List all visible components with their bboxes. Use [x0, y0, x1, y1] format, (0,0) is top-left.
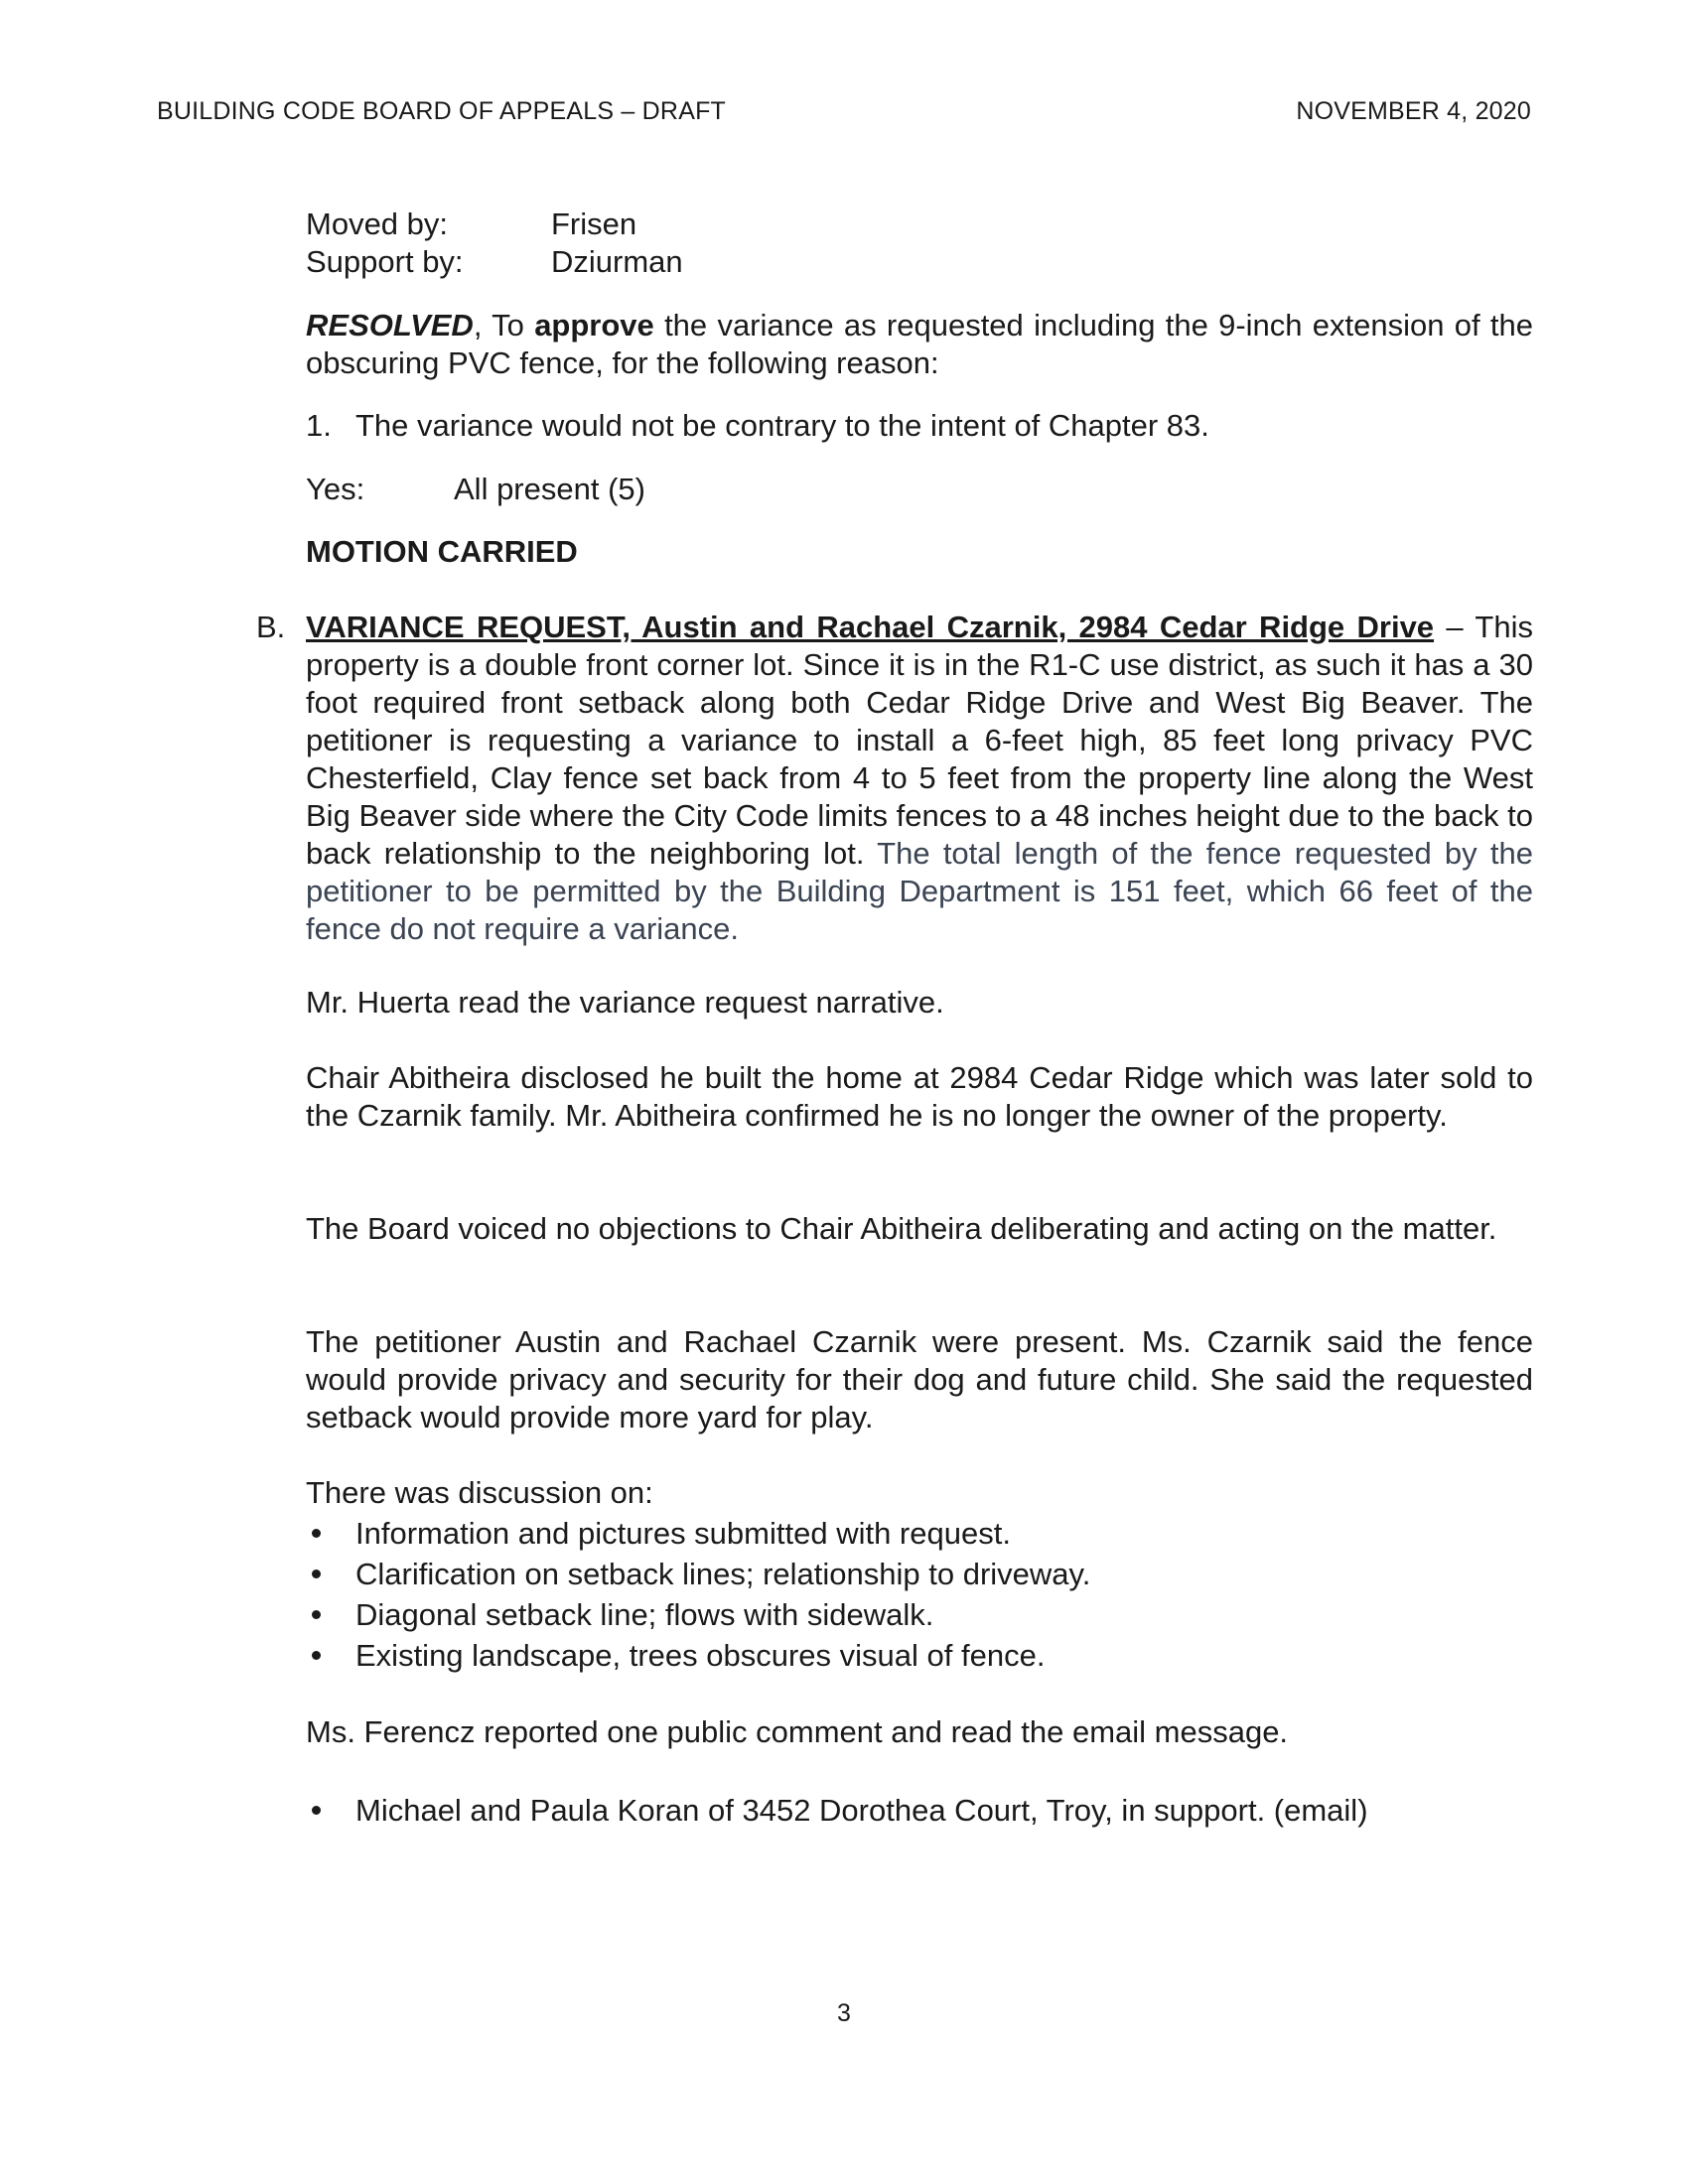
list-item: [306, 1554, 1533, 1594]
header-title: BUILDING CODE BOARD OF APPEALS – DRAFT: [157, 97, 727, 125]
list-item: [306, 1594, 1533, 1635]
resolved-mid: , To: [473, 308, 535, 342]
section-b-heading: VARIANCE REQUEST, Austin and Rachael Czarnik, 2984 Cedar Ridge Drive: [306, 610, 1435, 644]
section-letter: B.: [256, 610, 286, 644]
heading-dash: –: [1434, 610, 1464, 644]
page-header: [157, 97, 1531, 126]
list-item: [306, 1790, 1533, 1831]
discussion-item: Clarification on setback lines; relationship to driveway.: [355, 1557, 1091, 1591]
discussion-item: Diagonal setback line; flows with sidewalk.: [355, 1597, 934, 1632]
reason-text: The variance would not be contrary to the intent of Chapter 83.: [355, 408, 1209, 443]
section-b-paragraph: [306, 609, 1533, 948]
bullet-icon: [306, 1635, 355, 1676]
list-item: [306, 1513, 1533, 1554]
motion-block: [306, 205, 1533, 281]
bullet-icon: [306, 1554, 355, 1594]
petitioner-paragraph: The petitioner Austin and Rachael Czarnik were present. Ms. Czarnik said the fence would provide privacy and security for their dog and future child. She said the requested setback would provide more yard for play.: [306, 1324, 1533, 1434]
discussion-item: Information and pictures submitted with request.: [355, 1516, 1011, 1551]
support-by-label: Support by:: [306, 244, 464, 279]
no-objection-paragraph: The Board voiced no objections to Chair Abitheira deliberating and acting on the matter.: [306, 1211, 1497, 1246]
moved-by-label: Moved by:: [306, 206, 449, 241]
moved-by-row: [306, 205, 1533, 243]
discussion-list: [306, 1513, 1533, 1676]
public-comment: Michael and Paula Koran of 3452 Dorothea Court, Troy, in support. (email): [355, 1793, 1368, 1828]
discussion-intro: There was discussion on:: [306, 1475, 653, 1510]
motion-carried: MOTION CARRIED: [306, 534, 578, 569]
ferencz-paragraph: Ms. Ferencz reported one public comment and read the email message.: [306, 1714, 1289, 1749]
bullet-icon: [306, 1513, 355, 1554]
yes-value: All present (5): [454, 472, 645, 506]
disclosure-paragraph: Chair Abitheira disclosed he built the home at 2984 Cedar Ridge which was later sold to the Czarnik family. Mr. Abitheira confirmed he is no longer the owner of the property.: [306, 1060, 1533, 1133]
approve-word: approve: [534, 308, 654, 342]
bullet-icon: [306, 1594, 355, 1635]
page-number: 3: [837, 1999, 851, 2027]
property-description: This property is a double front corner lot. Since it is in the R1-C use district, as such it has a 30 foot required front setback along both Cedar Ridge Drive and West Big Beaver. The petitioner is requesting a variance to install a 6-feet high, 85 feet long privacy PVC Chesterfield, Clay fence set back from 4 to 5 feet from the property line along the West Big Beaver side where the City Code limits fences to a 48 inches height due to the back to back relationship to the neighboring lot.: [306, 610, 1533, 871]
support-by-value: Dziurman: [551, 244, 683, 279]
discussion-item: Existing landscape, trees obscures visual of fence.: [355, 1638, 1046, 1673]
fence-length-note: The total length of the fence requested by the petitioner to be permitted by the Building Department is 151 feet, which 66 feet of the fence do not require a variance.: [306, 836, 1533, 946]
reason-number: 1.: [306, 408, 332, 443]
support-by-row: [306, 243, 1533, 281]
comment-list: [306, 1790, 1533, 1831]
moved-by-value: Frisen: [551, 206, 637, 241]
yes-label: Yes:: [306, 472, 365, 506]
resolved-rest: the variance as requested including the 9-inch extension of the obscuring PVC fence, for the following reason:: [306, 308, 1533, 380]
huerta-paragraph: Mr. Huerta read the variance request narrative.: [306, 985, 944, 1020]
resolution-paragraph: [306, 307, 1533, 382]
header-date: NOVEMBER 4, 2020: [1296, 97, 1531, 125]
bullet-icon: [306, 1790, 355, 1831]
list-item: [306, 1635, 1533, 1676]
resolved-word: RESOLVED: [306, 308, 474, 342]
vote-row: [306, 471, 1533, 508]
reason-item: [306, 407, 1533, 445]
